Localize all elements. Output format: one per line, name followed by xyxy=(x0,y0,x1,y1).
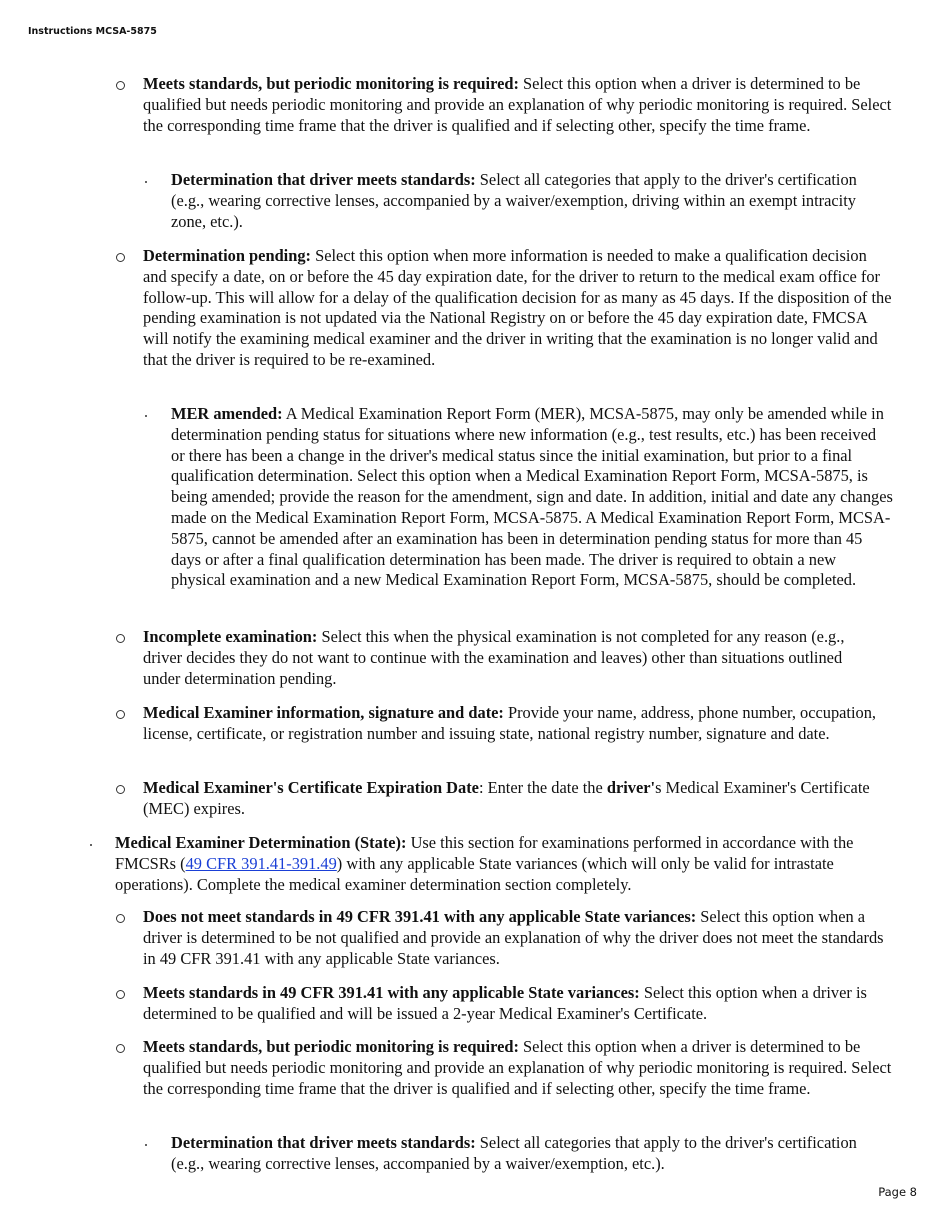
item-text: : Enter the date the xyxy=(478,778,607,797)
list-item xyxy=(143,1037,893,1099)
item-heading: Incomplete examination: xyxy=(143,627,318,646)
list-item xyxy=(171,170,871,232)
item-heading: Medical Examiner information, signature and date: xyxy=(143,703,504,722)
item-text: Select all categories that apply to the driver's certification (e.g., wearing corrective lenses, accompanied by a waiver/exemption, etc.). xyxy=(171,1133,857,1173)
item-text: Provide your name, address, phone number, occupation, license, certificate, or registration number and issuing state, national registry number, signature and date. xyxy=(143,703,877,743)
item-text: Select this option when a driver is determined to be not qualified and provide an explanation of why the driver does not meet the standards in 49 CFR 391.41 with any applicable State variances. xyxy=(143,907,884,968)
list-item xyxy=(115,833,895,895)
item-text: Select this option when a driver is determined to be qualified and will be issued a 2-year Medical Examiner's Certificate. xyxy=(143,983,867,1023)
page-number: Page 8 xyxy=(878,1185,917,1199)
item-heading: Meets standards, but periodic monitoring is required: xyxy=(143,1037,519,1056)
item-heading: MER amended: xyxy=(171,404,283,423)
item-text: Select this option when a driver is determined to be qualified but needs periodic monitoring and provide an explanation of why periodic monitoring is required. Select the corresponding time frame that the driver is qualified and if selecting other, specify the time frame. xyxy=(143,74,892,135)
list-item xyxy=(143,983,898,1025)
cfr-link[interactable]: 49 CFR 391.41-391.49 xyxy=(185,853,337,873)
list-item xyxy=(171,404,893,591)
circle-bullet-icon xyxy=(116,1044,125,1053)
page-header: Instructions MCSA-5875 xyxy=(28,26,157,37)
item-text: Select this when the physical examination is not completed for any reason (e.g., driver decides they do not want to continue with the examination and leaves) other than situations outlined under determination pending. xyxy=(143,627,845,688)
circle-bullet-icon xyxy=(116,990,125,999)
circle-bullet-icon xyxy=(116,253,125,262)
item-heading: Medical Examiner's Certificate Expiration Date xyxy=(143,778,479,797)
circle-bullet-icon xyxy=(116,785,125,794)
circle-bullet-icon xyxy=(116,634,125,643)
item-heading: Determination that driver meets standards: xyxy=(171,1133,476,1152)
list-item xyxy=(143,246,893,371)
circle-bullet-icon xyxy=(116,914,125,923)
item-heading: Determination that driver meets standards: xyxy=(171,170,476,189)
item-text: Select all categories that apply to the driver's certification (e.g., wearing corrective lenses, accompanied by a waiver/exemption, driving within an exempt intracity zone, etc.). xyxy=(171,170,857,231)
item-heading: Meets standards, but periodic monitoring is required: xyxy=(143,74,519,93)
item-text: Select this option when a driver is determined to be qualified but needs periodic monitoring and provide an explanation of why periodic monitoring is required. Select the corresponding time frame that the driver is qualified and if selecting other, specify the time frame. xyxy=(143,1037,892,1098)
list-item xyxy=(143,778,898,820)
circle-bullet-icon xyxy=(116,81,125,90)
item-heading: Medical Examiner Determination (State): xyxy=(115,833,407,852)
item-text: Select this option when more information is needed to make a qualification decision and specify a date, on or before the 45 day expiration date, for the driver to return to the medical exam office for follow-up. This will allow for a delay of the qualification decision for as many as 45 days. If the disposition of the pending examination is not updated via the National Registry on or before the 45 day expiration date, FMCSA will notify the examining medical examiner and the driver in writing that the examination is no longer valid and that the driver is required to be re-examined. xyxy=(143,246,892,369)
item-heading: Determination pending: xyxy=(143,246,312,265)
list-item xyxy=(143,74,893,136)
dot-bullet-icon xyxy=(145,415,147,417)
circle-bullet-icon xyxy=(116,710,125,719)
list-item xyxy=(143,627,873,689)
item-heading: Meets standards in 49 CFR 391.41 with any applicable State variances: xyxy=(143,983,640,1002)
list-item xyxy=(143,703,893,745)
item-text: s Medical Examiner's Certificate (MEC) expires. xyxy=(143,778,870,818)
item-heading: Does not meet standards in 49 CFR 391.41 with any applicable State variances: xyxy=(143,907,697,926)
item-text: A Medical Examination Report Form (MER), MCSA-5875, may only be amended while in determination pending status for situations where new information (e.g., test results, etc.) has been received or there has been a change in the driver's medical status since the initial examination, but prior to a final qualification determination. Select this option when a Medical Examination Report Form, MCSA-5875, is being amended; provide the reason for the amendment, sign and date. In addition, initial and date any changes made on the Medical Examination Report Form, MCSA-5875. A Medical Examination Report Form, MCSA-5875, cannot be amended after an examination has been in determination pending status for more than 45 days or after a final qualification determination has been made. The driver is required to obtain a new physical examination and a new Medical Examination Report Form, MCSA-5875, should be completed. xyxy=(171,404,893,590)
item-bold-word: driver' xyxy=(606,778,656,797)
dot-bullet-icon xyxy=(90,844,92,846)
list-item xyxy=(143,907,893,969)
list-item xyxy=(171,1133,871,1175)
item-text: ) with any applicable State variances (which will only be valid for intrastate operations). Complete the medical examiner determination section completely. xyxy=(115,853,834,894)
dot-bullet-icon xyxy=(145,1144,147,1146)
dot-bullet-icon xyxy=(145,181,147,183)
item-text: Use this section for examinations performed in accordance with the FMCSRs ( xyxy=(115,833,854,873)
